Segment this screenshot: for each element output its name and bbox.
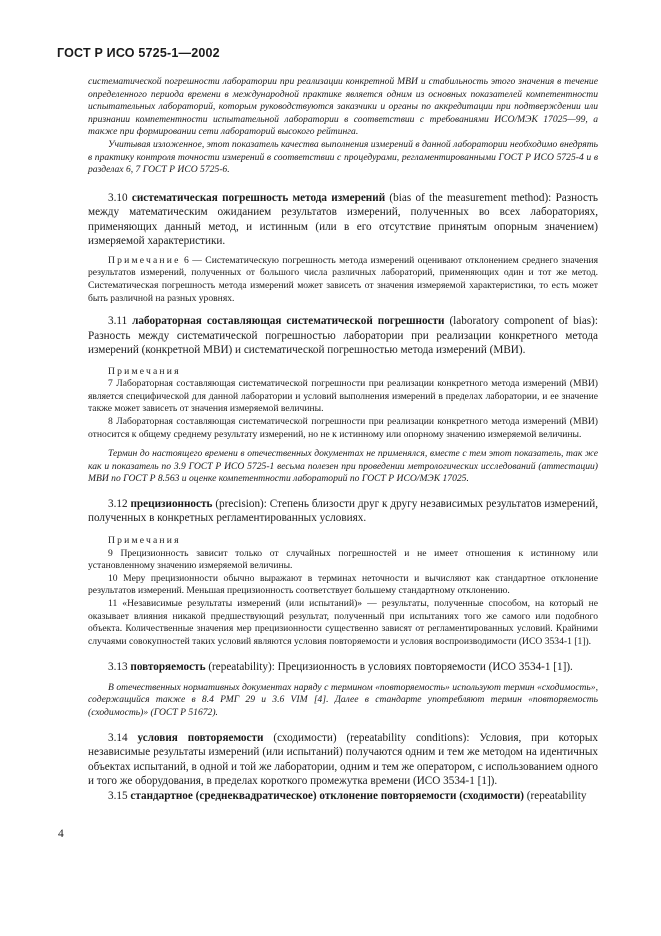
term: систематическая погрешность метода измерений	[131, 191, 386, 204]
document-content	[88, 76, 598, 803]
section-3-14: 3.14 условия повторяемости (сходимости) (repeatability conditions): Условия, при которых независимые результаты измерений (или испытаний) получаются одним и тем же методом на идентичных объектах испытаний, в одной и той же лаборатории, одним и тем же оператором, с использованием одного и того же оборудования, в пределах короткого промежутка времени (ИСО 3534-1 [1]).	[88, 731, 599, 788]
page-number: 4	[58, 828, 64, 840]
note-8: 8 Лабораторная составляющая систематической погрешности при реализации конкретного метода измерений (МВИ) относится к общему среднему результату измерений, но не к истинному или опорному значению измеряемой величины.	[88, 416, 598, 440]
section-3-12: 3.12 прецизионность (precision): Степень близости друг к другу независимых результатов измерений, полученных в конкретных регламентированных условиях.	[88, 497, 599, 525]
notes-heading: Примечания	[108, 365, 181, 377]
document-header: ГОСТ Р ИСО 5725-1—2002	[57, 46, 220, 60]
note-10: 10 Меру прецизионности обычно выражают в терминах неточности и вычисляют как стандартное отклонение результатов измерений. Меньшая прецизионность соответствует большему стандартному отклонению.	[88, 572, 598, 597]
section-3-10: 3.10 систематическая погрешность метода измерений (bias of the measurement method): Разность между математическим ожиданием результатов измерений, полученных во всех лабораториях, применяющих данный метод, и истинным (или в его отсутствие принятым опорным значением) измеряемой характеристики.	[88, 191, 598, 248]
term: условия повторяемости	[137, 731, 264, 744]
term: стандартное (среднеквадратическое) отклонение повторяемости (сходимости)	[130, 789, 524, 802]
term: лабораторная составляющая систематической погрешности	[132, 315, 445, 328]
section-3-15: 3.15 стандартное (среднеквадратическое) отклонение повторяемости (сходимости) (repeatability	[108, 789, 587, 802]
note-9: 9 Прецизионность зависит только от случайных погрешностей и не имеет отношения к истинному или установленному значению измеряемой величины.	[88, 547, 598, 572]
remark-3-13: В отечественных нормативных документах наряду с термином «повторяемость» используют термин «сходимость», содержащийся также в 8.4 РМГ 29 и 3.6 VIM [4]. Далее в стандарте употребляют термин «повторяемость (сходимость)» (ГОСТ Р 51672).	[88, 681, 598, 718]
note-11: 11 «Независимые результаты измерений (или испытаний)» — результаты, полученные способом, на который не оказывает влияния никакой предшествующий результат, полученный при испытаниях того же самого или подобного объекта. Количественные значения мер прецизионности существенно зависят от регламентированных условий. Крайними случаями совокупностей таких условий являются условия повторяемости и условия воспроизводимости (ИСО 3534-1 [1]).	[88, 597, 598, 647]
notes-heading: Примечания	[108, 534, 181, 546]
note-7: 7 Лабораторная составляющая систематической погрешности при реализации конкретного метода измерений (МВИ) является специфической для данной лаборатории и условий выполнения измерений в пределах лаборатории, и ее значение также может зависеть от значения измеряемой величины.	[88, 378, 598, 415]
intro-paragraph-2: Учитывая изложенное, этот показатель качества выполнения измерений в данной лаборатории необходимо внедрять в практику контроля точности измерений в соответствии с процедурами, регламентированными ГОСТ Р ИСО 5725-4 и в разделах 6, 7 ГОСТ Р ИСО 5725-6.	[88, 138, 598, 176]
term: прецизионность	[130, 497, 213, 510]
term: повторяемость	[130, 661, 206, 674]
intro-paragraph: систематической погрешности лаборатории при реализации конкретной МВИ и стабильность этого значения в течение определенного периода времени в международной практике является одним из основных показателей компетентности испытательных лабораторий, которым руководствуются заказчики и органы по аккредитации при подтверждении или признании компетентности испытательной лаборатории в соответствии с требованиями ИСО/МЭК 17025—99, а также при формировании сети лабораторий высокого рейтинга.	[88, 76, 598, 138]
section-3-11: 3.11 лабораторная составляющая систематической погрешности (laboratory component of bias): Разность между систематической погрешностью лаборатории при реализации конкретного метода измерений (конкретной МВИ) и систематической погрешностью метода измерений (МВИ).	[88, 315, 598, 357]
note-6: Примечание 6 — Систематическую погрешность метода измерений оценивают отклонением среднего значения результатов измерений, полученных от большого числа различных лабораторий, применяющих один и тот же метод. Систематическая погрешность метода измерений может зависеть от значения измеряемой характеристики, то есть может быть различной на разных уровнях.	[88, 254, 598, 304]
remark-3-11: Термин до настоящего времени в отечественных документах не применялся, вместе с тем этот показатель, так же как и показатель по 3.9 ГОСТ Р ИСО 5725-1 весьма полезен при проведении метрологических исследований (аттестации) МВИ по ГОСТ Р 8.563 и оценке компетентности лабораторий по ГОСТ Р ИСО/МЭК 17025.	[88, 448, 598, 485]
section-3-13: 3.13 повторяемость (repeatability): Прецизионность в условиях повторяемости (ИСО 3534-1 [1]).	[108, 661, 573, 674]
